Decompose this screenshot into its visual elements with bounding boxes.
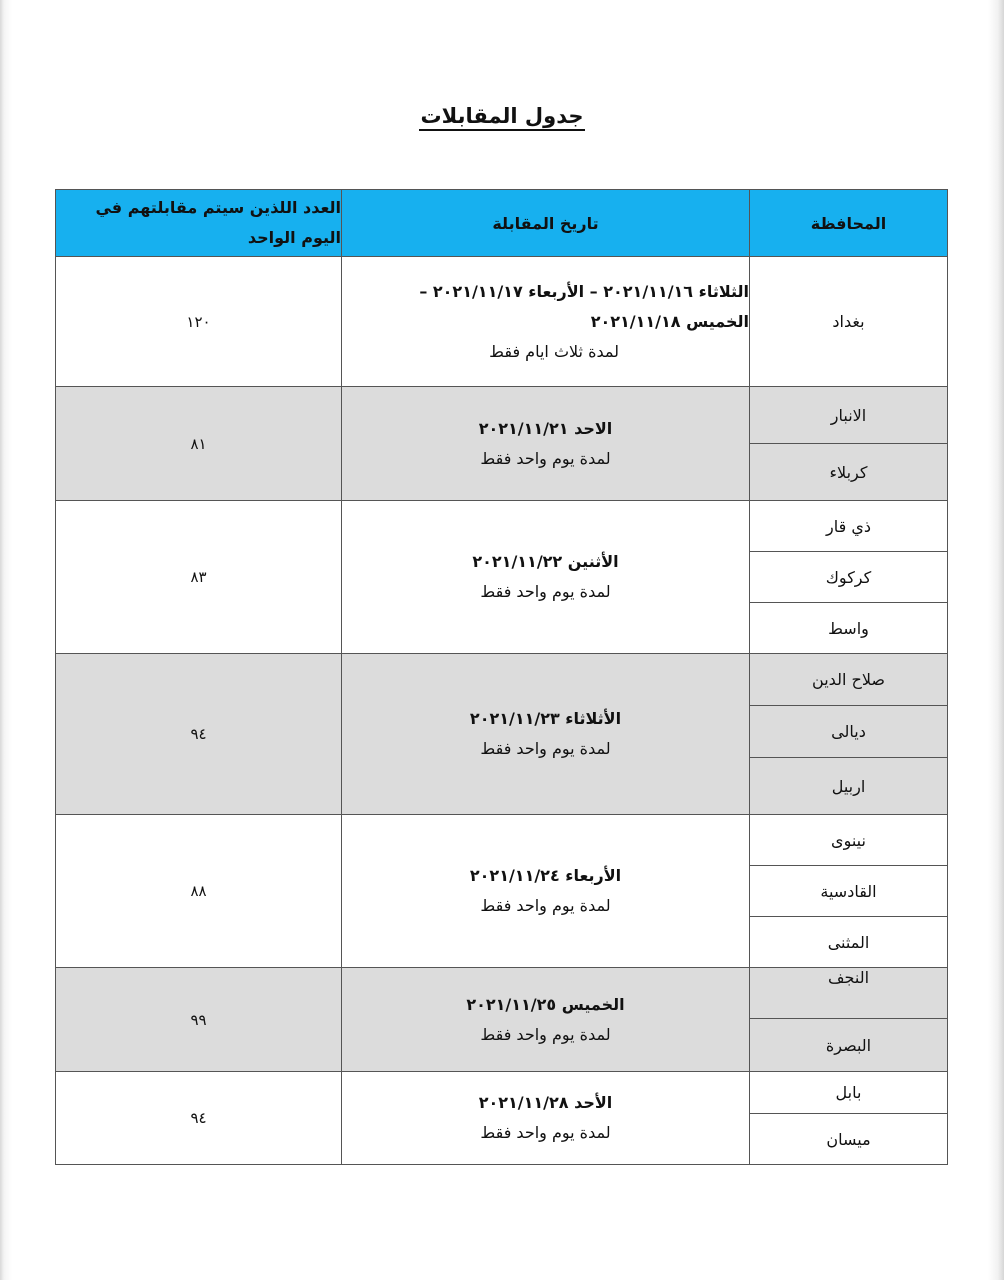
count-cell: ٩٤ bbox=[56, 654, 342, 815]
date-line: الأحد ٢٠٢١/١١/٢٨ bbox=[478, 1093, 613, 1112]
date-line: الأربعاء ٢٠٢١/١١/٢٤ bbox=[469, 866, 622, 885]
governorate-cell: واسط bbox=[750, 603, 948, 654]
header-governorate: المحافظة bbox=[750, 190, 948, 257]
count-cell: ٩٩ bbox=[56, 968, 342, 1072]
header-date: تاريخ المقابلة bbox=[342, 190, 750, 257]
table-row bbox=[56, 387, 948, 444]
date-cell bbox=[342, 387, 750, 501]
date-cell bbox=[342, 1072, 750, 1165]
governorate-cell: صلاح الدين bbox=[750, 654, 948, 706]
governorate-cell: المثنى bbox=[750, 917, 948, 968]
duration-text: لمدة يوم واحد فقط bbox=[480, 1024, 611, 1044]
count-cell: ٨٣ bbox=[56, 501, 342, 654]
duration-text: لمدة يوم واحد فقط bbox=[480, 739, 611, 758]
date-cell bbox=[342, 501, 750, 654]
header-row bbox=[56, 190, 948, 257]
count-cell: ٩٤ bbox=[56, 1072, 342, 1165]
governorate-cell: كربلاء bbox=[750, 444, 948, 501]
count-cell: ٨١ bbox=[56, 387, 342, 501]
date-cell bbox=[342, 654, 750, 815]
governorate-cell: نينوى bbox=[750, 815, 948, 866]
count-cell: ٨٨ bbox=[56, 815, 342, 968]
duration-text: لمدة ثلاث ايام فقط bbox=[489, 341, 619, 361]
governorate-cell: ذي قار bbox=[750, 501, 948, 552]
governorate-cell: ديالى bbox=[750, 706, 948, 758]
date-line: الثلاثاء ٢٠٢١/١١/١٦ – الأربعاء ٢٠٢١/١١/١٧ – bbox=[419, 281, 749, 301]
date-line: الأثلاثاء ٢٠٢١/١١/٢٣ bbox=[469, 709, 622, 728]
governorate-cell: البصرة bbox=[750, 1019, 948, 1072]
table-row bbox=[56, 815, 948, 866]
table-row bbox=[56, 654, 948, 706]
date-cell bbox=[342, 968, 750, 1072]
header-count: العدد اللذين سيتم مقابلتهم في اليوم الواحد bbox=[56, 190, 342, 257]
duration-text: لمدة يوم واحد فقط bbox=[480, 448, 611, 468]
governorate-cell: اربيل bbox=[750, 758, 948, 815]
document-title bbox=[0, 104, 1004, 128]
date-cell bbox=[342, 815, 750, 968]
date-line: الخميس ٢٠٢١/١١/١٨ bbox=[590, 311, 749, 331]
title-text: جدول المقابلات bbox=[419, 104, 586, 131]
interview-schedule-table bbox=[55, 189, 948, 1165]
date-line: الاحد ٢٠٢١/١١/٢١ bbox=[478, 418, 613, 438]
duration-text: لمدة يوم واحد فقط bbox=[480, 582, 611, 601]
duration-text: لمدة يوم واحد فقط bbox=[480, 896, 611, 915]
governorate-cell: الانبار bbox=[750, 387, 948, 444]
governorate-cell: بغداد bbox=[750, 257, 948, 387]
date-line: الخميس ٢٠٢١/١١/٢٥ bbox=[466, 994, 625, 1014]
table-row bbox=[56, 1072, 948, 1114]
count-cell: ١٢٠ bbox=[56, 257, 342, 387]
date-line: الأثنين ٢٠٢١/١١/٢٢ bbox=[472, 552, 619, 571]
table-row bbox=[56, 501, 948, 552]
governorate-cell: كركوك bbox=[750, 552, 948, 603]
date-cell bbox=[342, 257, 750, 387]
governorate-cell: بابل bbox=[750, 1072, 948, 1114]
governorate-cell: ميسان bbox=[750, 1114, 948, 1165]
governorate-cell: النجف bbox=[750, 968, 948, 1019]
duration-text: لمدة يوم واحد فقط bbox=[480, 1123, 611, 1142]
table-row bbox=[56, 968, 948, 1019]
table-row bbox=[56, 257, 948, 387]
governorate-cell: القادسية bbox=[750, 866, 948, 917]
